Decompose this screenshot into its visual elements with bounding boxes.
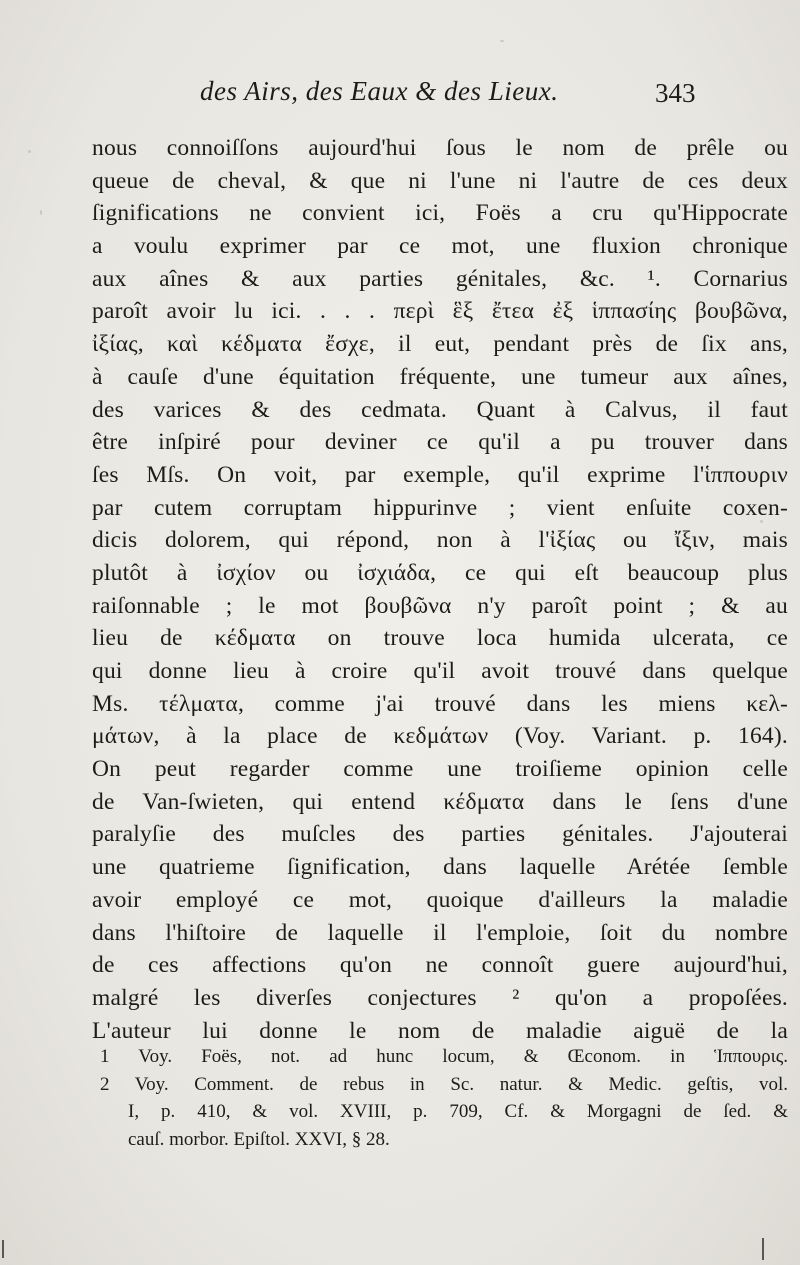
text-line: paralyſie des muſcles des parties génitales. J'ajouterai xyxy=(92,821,788,848)
text-line: plutôt à ἰσχίον ou ἰσχιάδα, ce qui eſt beaucoup plus xyxy=(92,559,788,586)
text-line: par cutem corruptam hippurinve ; vient enſuite coxen- xyxy=(92,494,788,521)
text-line: aux aînes & aux parties génitales, &c. ¹. Cornarius xyxy=(92,265,788,292)
paper-speck xyxy=(28,150,31,153)
page-edge-mark xyxy=(2,1240,4,1258)
text-line: ſes Mſs. On voit, par exemple, qu'il exprime l'ἱππουριν xyxy=(92,461,788,488)
text-line: malgré les diverſes conjectures ² qu'on a propoſées. xyxy=(92,984,788,1011)
body-text xyxy=(92,132,788,1047)
text-line: de Van-ſwieten, qui entend κέδματα dans le ſens d'une xyxy=(92,788,788,815)
text-line: ἰξίας, καὶ κέδματα ἔσχε, il eut, pendant près de ſix ans, xyxy=(92,331,788,358)
footnote-2-continued: I, p. 410, & vol. XVIII, p. 709, Cf. & Morgagni de ſed. & xyxy=(128,1101,788,1122)
text-line: ſignifications ne convient ici, Foës a cru qu'Hippocrate xyxy=(92,200,788,227)
text-line: dicis dolorem, qui répond, non à l'ἰξίας ou ἴξιν, mais xyxy=(92,527,788,554)
paper-speck xyxy=(500,40,504,42)
page-number: 343 xyxy=(655,78,696,108)
text-line: L'auteur lui donne le nom de maladie aiguë de la xyxy=(92,1017,788,1044)
footnotes xyxy=(100,1043,788,1153)
footnote-1: 1 Voy. Foës, not. ad hunc locum, & Œconom. in Ἱππουρις. xyxy=(100,1046,788,1067)
text-line: queue de cheval, & que ni l'une ni l'autre de ces deux xyxy=(92,167,788,194)
text-line: qui donne lieu à croire qu'il avoit trouvé dans quelque xyxy=(92,658,788,684)
text-line: avoir employé ce mot, quoique d'ailleurs la maladie xyxy=(92,886,788,913)
text-line: a voulu exprimer par ce mot, une fluxion chronique xyxy=(92,233,788,260)
running-head xyxy=(0,76,800,116)
footnote-2-continued: cauſ. morbor. Epiſtol. XXVI, § 28. xyxy=(128,1128,390,1150)
text-line: nous connoiſſons aujourd'hui ſous le nom de prêle ou xyxy=(92,135,788,161)
text-line: de ces affections qu'on ne connoît guere aujourd'hui, xyxy=(92,952,788,979)
text-line: lieu de κέδματα on trouve loca humida ulcerata, ce xyxy=(92,625,788,652)
text-line: à cauſe d'une équitation fréquente, une tumeur aux aînes, xyxy=(92,363,788,390)
paper-speck xyxy=(40,210,42,215)
text-line: dans l'hiſtoire de laquelle il l'emploie, ſoit du nombre xyxy=(92,919,788,946)
text-line: une quatrieme ſignification, dans laquelle Arétée ſemble xyxy=(92,854,788,881)
footnote-2: 2 Voy. Comment. de rebus in Sc. natur. & Medic. geſtis, vol. xyxy=(100,1073,788,1095)
page-edge-mark xyxy=(762,1238,764,1260)
text-line: paroît avoir lu ici. . . . περὶ ἓξ ἔτεα ἐξ ἱππασίης βουβῶνα, xyxy=(92,298,788,325)
text-line: Ms. τέλματα, comme j'ai trouvé dans les miens κελ- xyxy=(92,690,788,717)
text-line: μάτων, à la place de κεδμάτων (Voy. Variant. p. 164). xyxy=(92,723,788,750)
text-line: être inſpiré pour deviner ce qu'il a pu trouver dans xyxy=(92,429,788,456)
text-line: raiſonnable ; le mot βουβῶνα n'y paroît point ; & au xyxy=(92,592,788,619)
text-line: On peut regarder comme une troiſieme opinion celle xyxy=(92,756,788,783)
running-head-title: des Airs, des Eaux & des Lieux. xyxy=(200,76,559,106)
text-line: des varices & des cedmata. Quant à Calvus, il faut xyxy=(92,396,788,423)
